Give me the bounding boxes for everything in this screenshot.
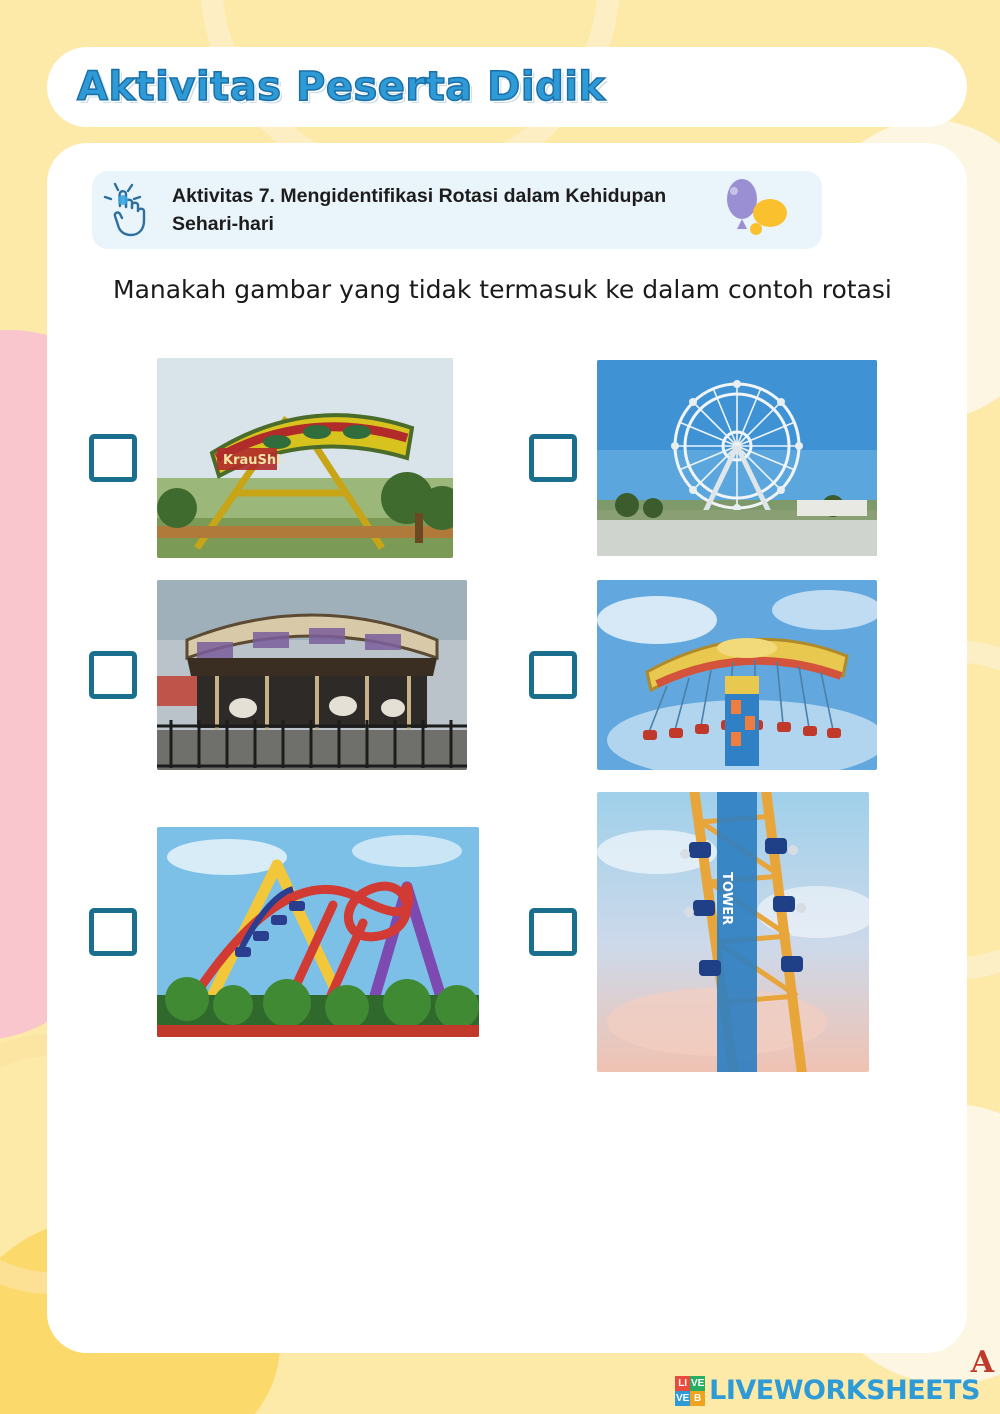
carousel-photo [157, 580, 467, 770]
question-text: Manakah gambar yang tidak termasuk ke dalam contoh rotasi [113, 275, 892, 304]
hand-tap-icon [102, 180, 160, 240]
option-checkbox-1[interactable] [89, 434, 137, 482]
ferris-wheel-photo [597, 360, 877, 556]
option-checkbox-2[interactable] [529, 434, 577, 482]
liveworksheets-wordmark: LIVEWORKSHEETS [709, 1375, 980, 1406]
pirate-ship-ride-photo [157, 358, 453, 558]
liveworksheets-footer [675, 1375, 980, 1406]
option-item[interactable] [507, 580, 947, 770]
options-row [67, 792, 947, 1072]
option-item[interactable] [67, 358, 507, 558]
option-item[interactable] [507, 358, 947, 558]
logo-mark: A [970, 1345, 994, 1380]
svg-text:KrauShi: KrauShi [223, 453, 281, 468]
page-title: Aktivitas Peserta Didik [77, 64, 606, 110]
worksheet-card [47, 143, 967, 1353]
page-title-bar [47, 47, 967, 127]
balloons-icon [712, 177, 812, 241]
svg-text:TOWER: TOWER [719, 872, 734, 926]
options-grid [67, 358, 947, 1094]
option-checkbox-6[interactable] [529, 908, 577, 956]
option-checkbox-4[interactable] [529, 651, 577, 699]
drop-tower-photo [597, 792, 869, 1072]
roller-coaster-photo [157, 827, 479, 1037]
option-checkbox-5[interactable] [89, 908, 137, 956]
options-row [67, 580, 947, 770]
swing-ride-photo [597, 580, 877, 770]
liveworksheets-badge-icon: LI VE VE B [675, 1378, 705, 1404]
activity-title: Aktivitas 7. Mengidentifikasi Rotasi dalam Kehidupan Sehari-hari [172, 184, 667, 235]
activity-banner [92, 171, 822, 249]
options-row [67, 358, 947, 558]
option-item[interactable] [67, 580, 507, 770]
option-item[interactable] [67, 792, 507, 1072]
option-item[interactable] [507, 792, 947, 1072]
option-checkbox-3[interactable] [89, 651, 137, 699]
